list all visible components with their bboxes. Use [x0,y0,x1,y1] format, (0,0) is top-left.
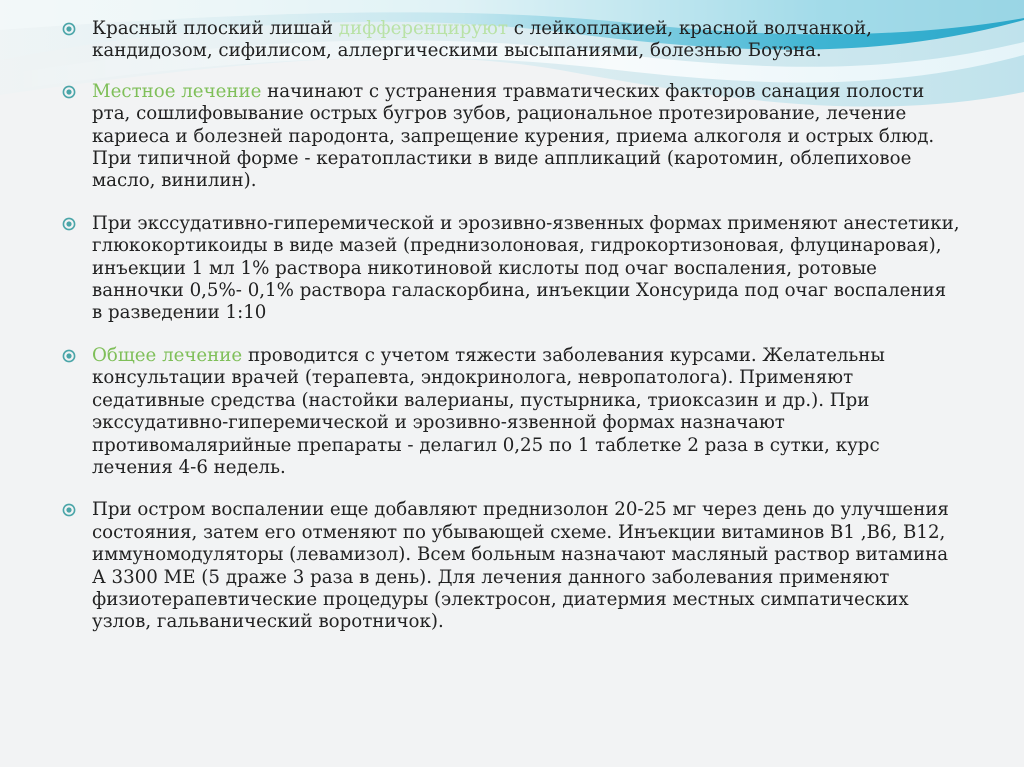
bullet-text: При остром воспалении еще добавляют преднизолон 20-25 мг через день до улучшения состояния, затем его отменяют по убывающей схеме. Инъекции витаминов B1 ,B6, B12, иммуномодуляторы (левамизол). Всем больным назначают масляный раствор витамина А 3300 МЕ (5 драже 3 раза в день). Для лечения данного заболевания применяют физиотерапевтические процедуры (электросон, диатермия местных симпатических узлов, гальванический воротничок). [92,499,949,633]
bullet-acute-inflammation [62,499,962,633]
slide-body-text [62,18,962,654]
circle-bullet-icon [62,22,76,36]
bullet-text: При экссудативно-гиперемической и эрозивно-язвенных формах применяют анестетики, глюкокортикоиды в виде мазей (преднизолоновая, гидрокортизоновая, флуцинаровая), инъекции 1 мл 1% раствора никотиновой кислоты под очаг воспаления, ротовые ванночки 0,5%- 0,1% раствора галаскорбина, инъекции Хонсурида под очаг воспаления в разведении 1:10 [92,212,960,324]
bullet-local-treatment [62,81,962,193]
circle-bullet-icon [62,217,76,231]
highlight-term: дифференцируют [338,18,508,39]
bullet-text: начинают с устранения травматических факторов санация полости рта, сошлифовывание острых бугров зубов, рациональное протезирование, лечение кариеса и болезней пародонта, запрещение курения, приема алкоголя и острых блюд. При типичной форме - кератопластики в виде аппликаций (каротомин, облепиховое масло, винилин). [92,80,935,192]
bullet-exudative-forms [62,213,962,325]
circle-bullet-icon [62,85,76,99]
bullet-text: проводится с учетом тяжести заболевания курсами. Желательны консультации врачей (терапевта, эндокринолога, невропатолога). Применяют седативные средства (настойки валерианы, пустырника, триоксазин и др.). При экссудативно-гиперемической и эрозивно-язвенной формах назначают противомалярийные препараты - делагил 0,25 по 1 таблетке 2 раза в сутки, курс лечения 4-6 недель. [92,344,885,478]
circle-bullet-icon [62,349,76,363]
circle-bullet-icon [62,503,76,517]
bullet-differential-diagnosis [62,18,962,63]
bullet-text: Красный плоский лишай [92,18,339,39]
highlight-term: Общее лечение [92,344,243,366]
bullet-general-treatment [62,345,962,479]
bullet-text: с лейкоплакией, красной волчанкой, кандидозом, сифилисом, аллергическими высыпаниями, болезнью Боуэна. [92,18,872,62]
highlight-term: Местное лечение [92,80,262,102]
